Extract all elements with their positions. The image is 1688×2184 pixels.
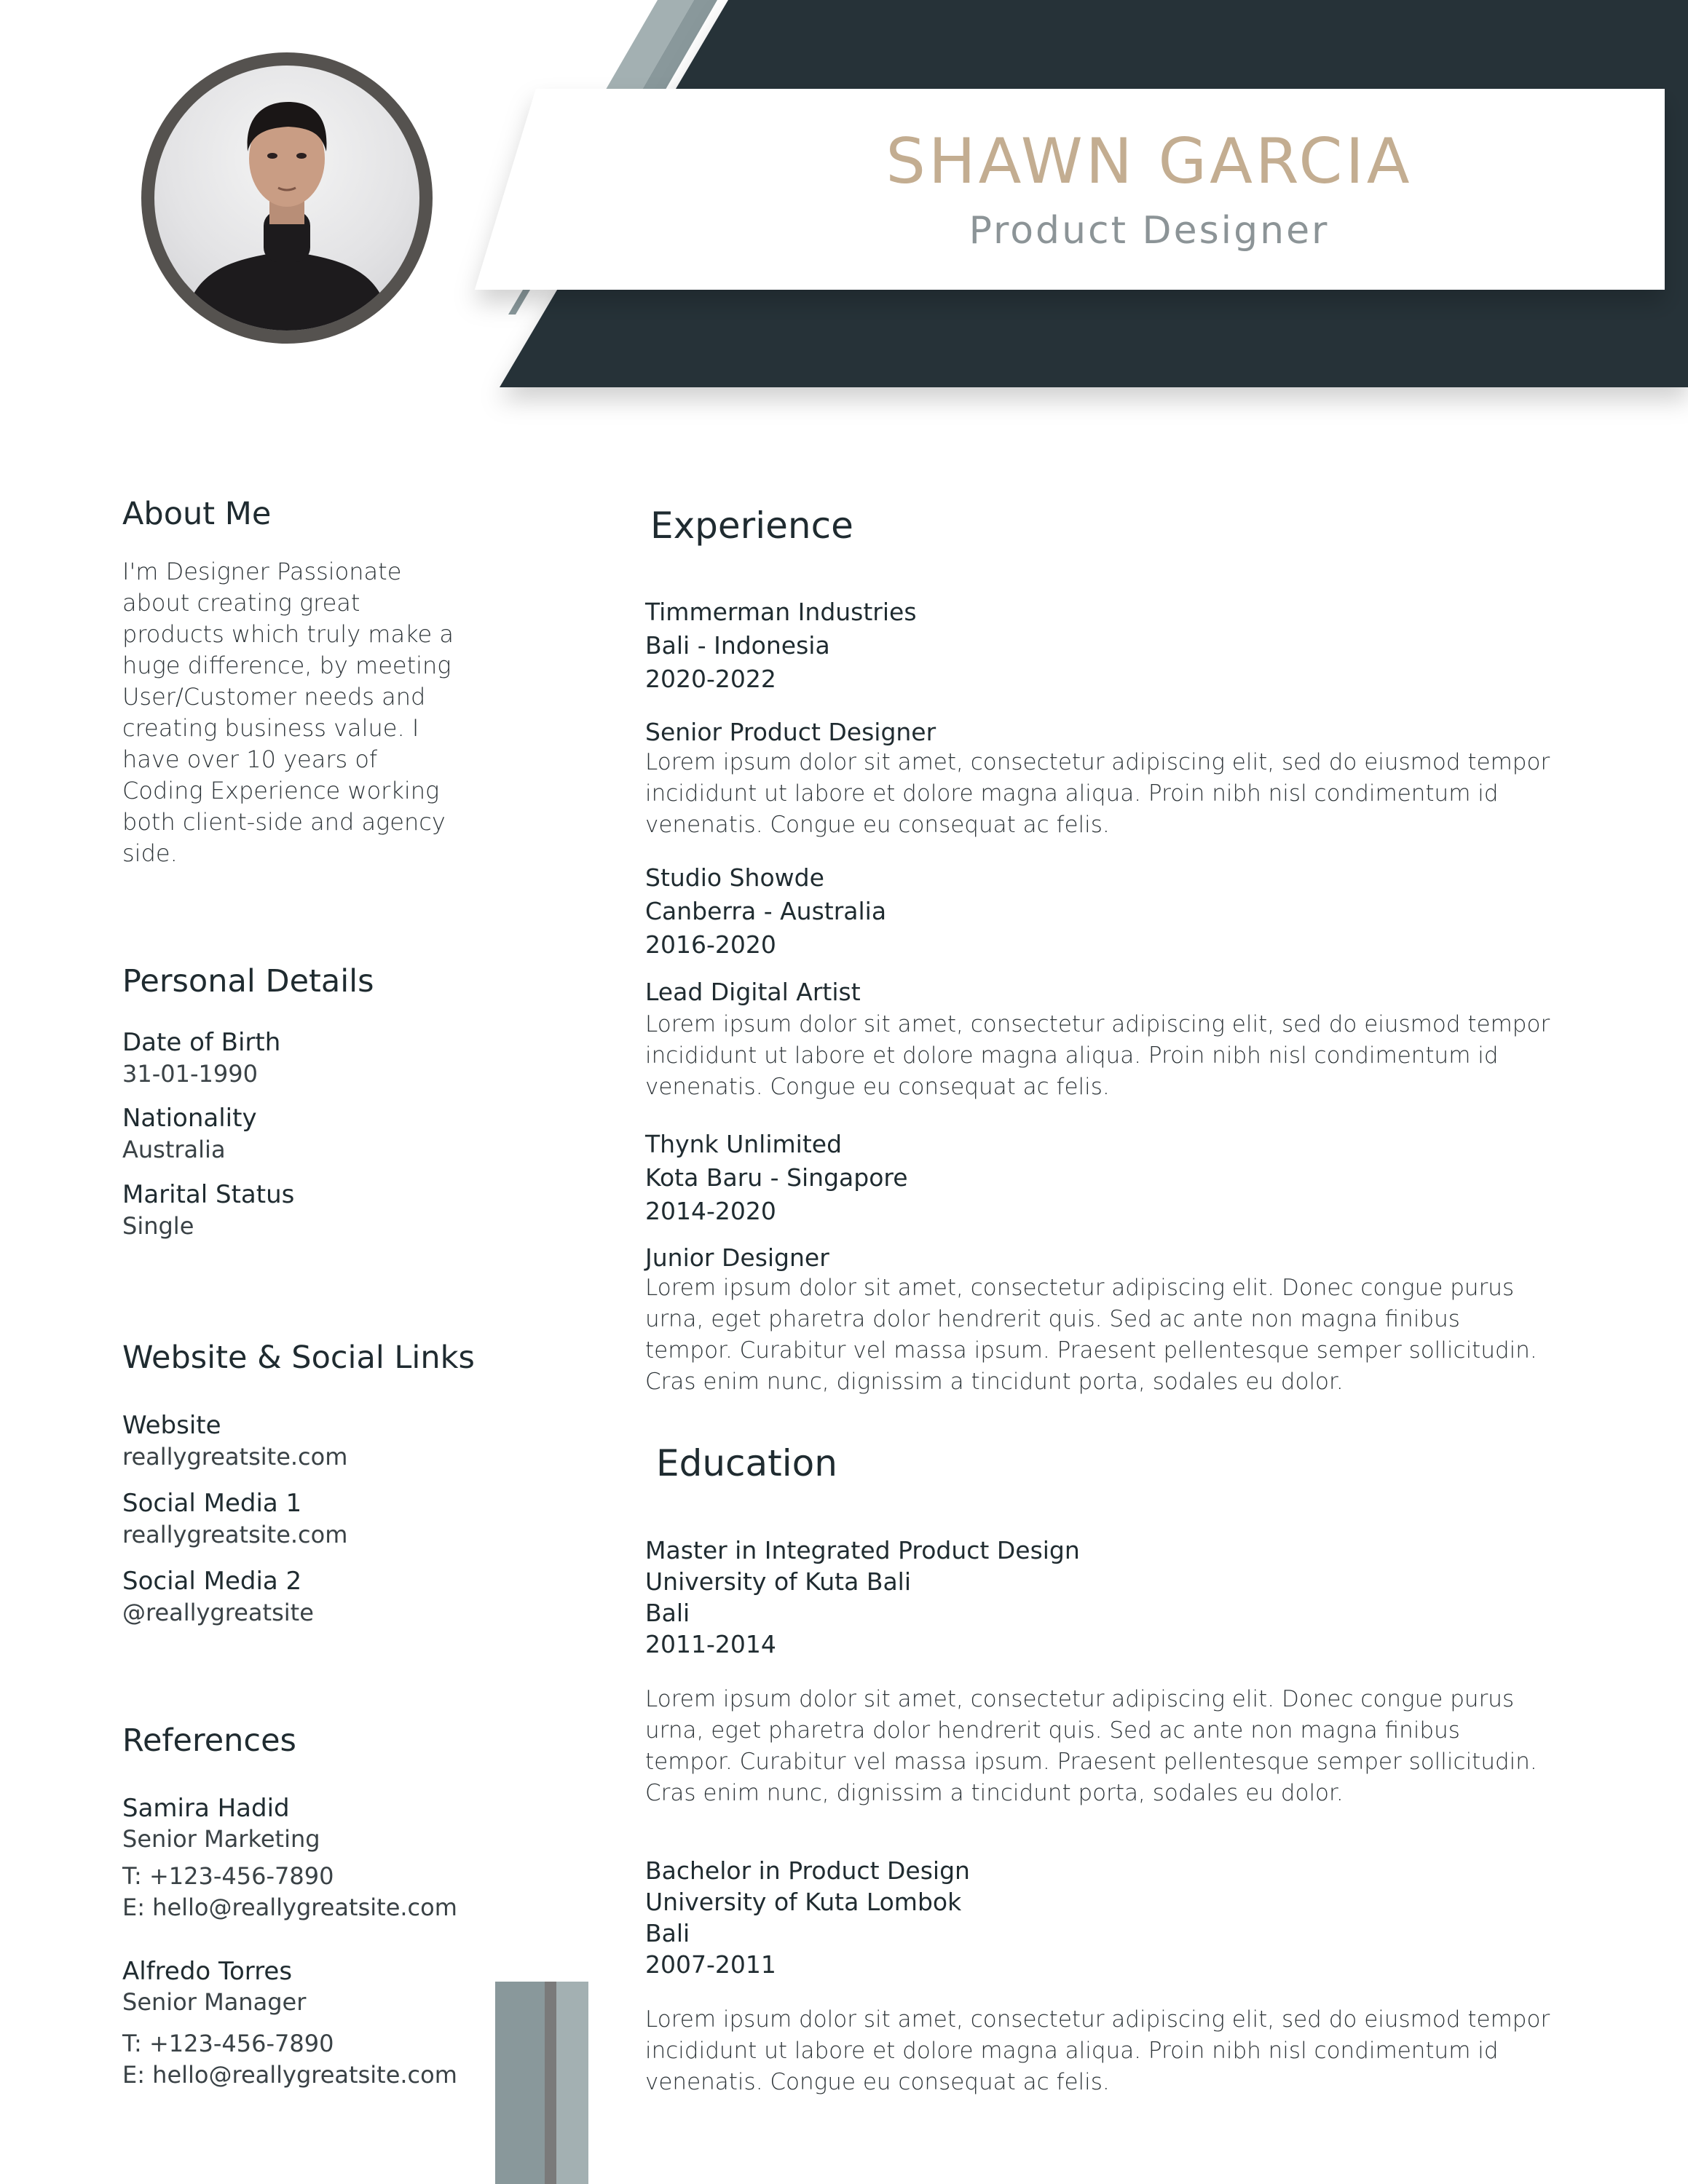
avatar [154,66,419,331]
job3-location: Kota Baru - Singapore [645,1163,908,1192]
job1-location: Bali - Indonesia [645,631,830,660]
about-line: huge difference, by meeting [122,652,451,679]
links-heading: Website & Social Links [122,1340,475,1376]
job3-role: Junior Designer [645,1243,829,1272]
desc-line: Lorem ipsum dolor sit amet, consectetur adipiscing elit, sed do eiusmod tempor [645,1011,1550,1037]
job2-years: 2016-2020 [645,930,776,959]
desc-line: incididunt ut labore et dolore magna aliqua. Proin nibh nisl condimentum id [645,780,1499,807]
website-link[interactable]: reallygreatsite.com [122,1443,348,1471]
desc-line: venenatis. Congue eu consequat ac felis. [645,2069,1110,2095]
job3-years: 2014-2020 [645,1197,776,1225]
ref1-email: E: hello@reallygreatsite.com [122,1894,457,1921]
desc-line: incididunt ut labore et dolore magna aliqua. Proin nibh nisl condimentum id [645,2038,1499,2064]
profile-photo [141,52,433,344]
desc-line: Cras enim nunc, dignissim a tincidunt porta, sodales eu dolor. [645,1780,1344,1806]
job1-role: Senior Product Designer [645,718,936,746]
edu2-place: Bali [645,1919,690,1947]
nationality-label: Nationality [122,1104,257,1133]
experience-heading: Experience [650,505,853,547]
about-text [122,556,465,869]
website-label: Website [122,1411,221,1440]
desc-line: Lorem ipsum dolor sit amet, consectetur adipiscing elit. Donec congue purus [645,1686,1515,1712]
personal-heading: Personal Details [122,963,374,1000]
job1-years: 2020-2022 [645,665,776,693]
desc-line: incididunt ut labore et dolore magna aliqua. Proin nibh nisl condimentum id [645,1042,1499,1069]
social1-link[interactable]: reallygreatsite.com [122,1521,348,1548]
deco-bar-right [556,1982,588,2184]
about-line: have over 10 years of [122,745,378,773]
desc-line: venenatis. Congue eu consequat ac felis. [645,812,1110,838]
edu1-school: University of Kuta Bali [645,1567,912,1596]
about-line: products which truly make a [122,620,454,648]
nationality-value: Australia [122,1136,226,1163]
dob-label: Date of Birth [122,1028,281,1057]
desc-line: urna, eget pharetra dolor hendrerit quis. Sed ac ante non magna finibus [645,1306,1460,1332]
references-heading: References [122,1722,296,1759]
deco-bar-left [495,1982,545,2184]
ref2-name: Alfredo Torres [122,1957,293,1986]
desc-line: tempor. Curabitur vel massa ipsum. Praesent pellentesque semper sollicitudin. [645,1337,1537,1364]
marital-label: Marital Status [122,1180,295,1209]
about-line: Coding Experience working [122,777,440,804]
social2-label: Social Media 2 [122,1567,302,1596]
edu2-school: University of Kuta Lombok [645,1888,962,1916]
deco-bar-stripe [545,1982,556,2184]
full-name: SHAWN GARCIA [886,125,1413,198]
ref2-title: Senior Manager [122,1988,307,2016]
social1-label: Social Media 1 [122,1489,302,1518]
marital-value: Single [122,1212,194,1240]
about-line: I'm Designer Passionate [122,558,402,585]
about-line: creating business value. I [122,714,419,742]
edu2-degree: Bachelor in Product Design [645,1856,970,1885]
about-line: User/Customer needs and [122,683,426,711]
ref2-phone: T: +123-456-7890 [122,2030,334,2057]
job1-company: Timmerman Industries [645,598,917,626]
avatar-figure [154,66,419,331]
job2-company: Studio Showde [645,863,824,892]
edu2-years: 2007-2011 [645,1950,776,1979]
banner-accent-stripe [508,290,530,314]
job2-location: Canberra - Australia [645,897,887,925]
about-line: side. [122,839,178,867]
dob-value: 31-01-1990 [122,1060,258,1088]
job2-role: Lead Digital Artist [645,978,861,1006]
edu1-place: Bali [645,1599,690,1627]
job3-company: Thynk Unlimited [645,1130,843,1158]
desc-line: Lorem ipsum dolor sit amet, consectetur adipiscing elit. Donec congue purus [645,1275,1515,1301]
edu1-years: 2011-2014 [645,1630,776,1658]
edu1-degree: Master in Integrated Product Design [645,1536,1080,1564]
desc-line: tempor. Curabitur vel massa ipsum. Praesent pellentesque semper sollicitudin. [645,1749,1537,1775]
desc-line: venenatis. Congue eu consequat ac felis. [645,1074,1110,1100]
edu1-description [645,1684,1592,1809]
about-heading: About Me [122,496,272,532]
footer-deco-bar [495,1982,588,2184]
desc-line: Cras enim nunc, dignissim a tincidunt porta, sodales eu dolor. [645,1369,1344,1395]
job3-description [645,1273,1592,1398]
edu2-description [645,2004,1592,2098]
job2-description [645,1009,1592,1103]
desc-line: urna, eget pharetra dolor hendrerit quis. Sed ac ante non magna finibus [645,1717,1460,1744]
about-line: about creating great [122,589,360,617]
about-line: both client-side and agency [122,808,446,836]
desc-line: Lorem ipsum dolor sit amet, consectetur adipiscing elit, sed do eiusmod tempor [645,749,1550,775]
name-box [634,89,1665,290]
ref1-name: Samira Hadid [122,1794,290,1823]
ref1-phone: T: +123-456-7890 [122,1862,334,1890]
ref1-title: Senior Marketing [122,1825,320,1853]
job-title: Product Designer [969,209,1330,253]
job1-description [645,747,1592,841]
ref2-email: E: hello@reallygreatsite.com [122,2061,457,2089]
education-heading: Education [656,1442,837,1484]
social2-link[interactable]: @reallygreatsite [122,1599,314,1626]
desc-line: Lorem ipsum dolor sit amet, consectetur adipiscing elit, sed do eiusmod tempor [645,2006,1550,2033]
